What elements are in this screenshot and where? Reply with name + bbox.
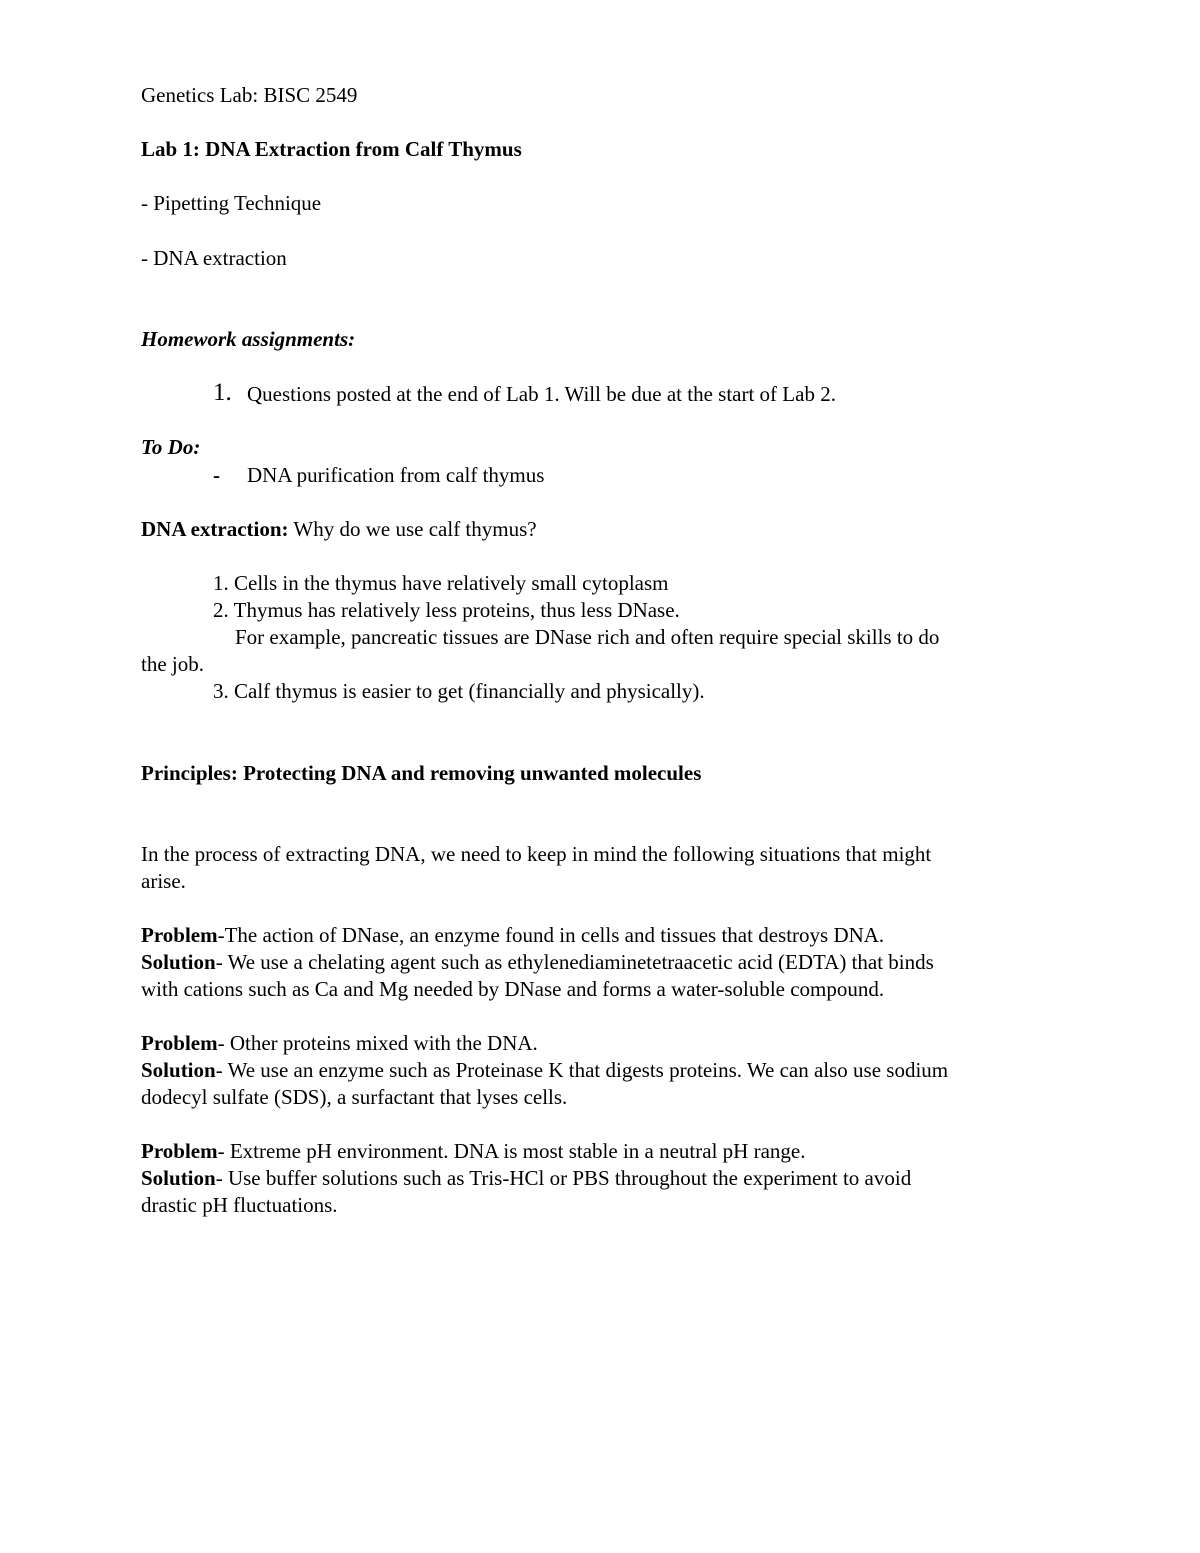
todo-item-text: DNA purification from calf thymus [247,463,545,487]
homework-item-number: 1. [213,379,232,406]
problem-2 [141,1030,538,1057]
topic-dna-extraction: - DNA extraction [141,246,287,270]
principles-intro-line-2: arise. [141,869,186,893]
extraction-label: DNA extraction: [141,517,289,541]
solution-label: Solution [141,1058,216,1082]
reason-2-continued: the job. [141,652,204,676]
problem-label: Problem [141,1139,218,1163]
homework-item-text: Questions posted at the end of Lab 1. Will be due at the start of Lab 2. [247,382,836,406]
solution-text: - We use an enzyme such as Proteinase K that digests proteins. We can also use sodium [215,1058,949,1082]
todo-heading: To Do: [141,435,201,459]
solution-text: - Use buffer solutions such as Tris-HCl or PBS throughout the experiment to avoid [215,1166,912,1190]
problem-1 [141,922,884,949]
solution-1 [141,949,934,976]
lab-title: Lab 1: DNA Extraction from Calf Thymus [141,137,522,161]
solution-3-continued: drastic pH fluctuations. [141,1193,338,1217]
problem-3 [141,1138,805,1165]
solution-2 [141,1057,948,1084]
solution-2-continued: dodecyl sulfate (SDS), a surfactant that lyses cells. [141,1085,568,1109]
reason-2: 2. Thymus has relatively less proteins, thus less DNase. [213,598,680,622]
reason-2-example: For example, pancreatic tissues are DNase rich and often require special skills to do [235,625,940,649]
homework-heading: Homework assignments: [141,327,356,351]
solution-1-continued: with cations such as Ca and Mg needed by DNase and forms a water-soluble compound. [141,977,885,1001]
solution-text: - We use a chelating agent such as ethylenediaminetetraacetic acid (EDTA) that binds [215,950,934,974]
reason-1: 1. Cells in the thymus have relatively small cytoplasm [213,571,669,595]
problem-label: Problem [141,923,218,947]
problem-text: - Other proteins mixed with the DNA. [217,1031,538,1055]
topic-pipetting: - Pipetting Technique [141,191,322,215]
principles-heading: Principles: Protecting DNA and removing unwanted molecules [141,761,702,785]
problem-label: Problem [141,1031,218,1055]
extraction-question: Why do we use calf thymus? [288,517,537,541]
principles-intro-line-1: In the process of extracting DNA, we need to keep in mind the following situations that might [141,842,932,866]
reason-3: 3. Calf thymus is easier to get (financially and physically). [213,679,705,703]
solution-label: Solution [141,950,216,974]
extraction-question-line [141,516,537,543]
solution-label: Solution [141,1166,216,1190]
problem-text: -The action of DNase, an enzyme found in cells and tissues that destroys DNA. [217,923,885,947]
todo-dash: - [213,463,220,487]
course-title: Genetics Lab: BISC 2549 [141,83,358,107]
solution-3 [141,1165,911,1192]
problem-text: - Extreme pH environment. DNA is most stable in a neutral pH range. [217,1139,806,1163]
